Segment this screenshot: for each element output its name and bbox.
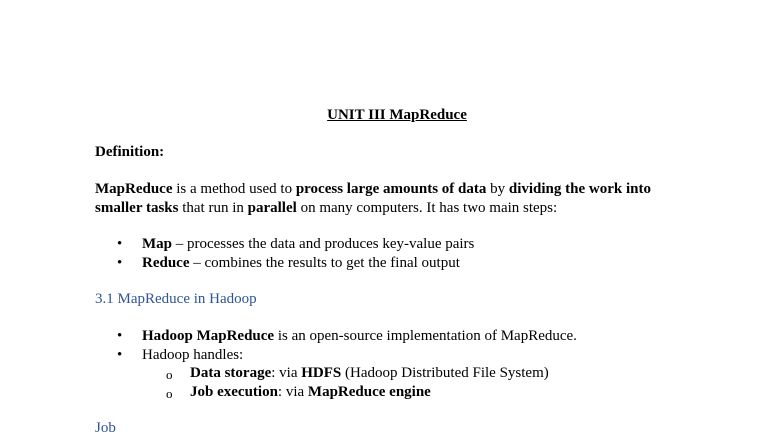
emphasis-text: parallel (247, 200, 297, 216)
sub-item-data-storage (190, 364, 549, 383)
step-term: Reduce (142, 255, 190, 271)
section-heading: 3.1 MapReduce in Hadoop (95, 291, 257, 307)
intro-line-1 (95, 180, 651, 199)
step-description: – combines the results to get the final output (189, 255, 460, 271)
term-mapreduce: MapReduce (95, 181, 173, 197)
sub-item-job-execution (190, 383, 431, 402)
point-text: Hadoop handles: (142, 347, 244, 363)
emphasis-text: Job execution (190, 384, 278, 400)
bullet-marker: • (117, 236, 123, 252)
emphasis-text: MapReduce engine (307, 384, 431, 400)
list-item-map (142, 235, 474, 254)
emphasis-text: HDFS (301, 365, 342, 381)
intro-text: on many computers. It has two main steps: (296, 200, 558, 216)
intro-text: that run in (178, 200, 248, 216)
bullet-marker: • (117, 328, 123, 344)
list-item-hadoop-handles (142, 346, 243, 365)
emphasis-text: process large amounts of data (295, 181, 487, 197)
intro-line-2 (95, 199, 557, 218)
point-text: is an open-source implementation of MapReduce. (274, 328, 577, 344)
sub-bullet-marker: o (166, 367, 173, 382)
definition-label: Definition: (95, 144, 165, 160)
sub-text: : via (271, 365, 302, 381)
emphasis-text: smaller tasks (95, 200, 179, 216)
intro-text: is a method used to (172, 181, 296, 197)
step-description: – processes the data and produces key-value pairs (172, 236, 475, 252)
emphasis-text: Hadoop MapReduce (142, 328, 275, 344)
emphasis-text: Data storage (190, 365, 272, 381)
sub-text: : via (277, 384, 308, 400)
emphasis-text: dividing the work into (508, 181, 651, 197)
job-heading: Job (95, 420, 116, 436)
page-title: UNIT III MapReduce (327, 107, 467, 123)
bullet-marker: • (117, 255, 123, 271)
intro-text: by (486, 181, 509, 197)
sub-bullet-marker: o (166, 386, 173, 401)
list-item-hadoop-mapreduce (142, 327, 577, 346)
sub-text: (Hadoop Distributed File System) (341, 365, 549, 381)
bullet-marker: • (117, 347, 123, 363)
list-item-reduce (142, 254, 460, 273)
step-term: Map (142, 236, 172, 252)
